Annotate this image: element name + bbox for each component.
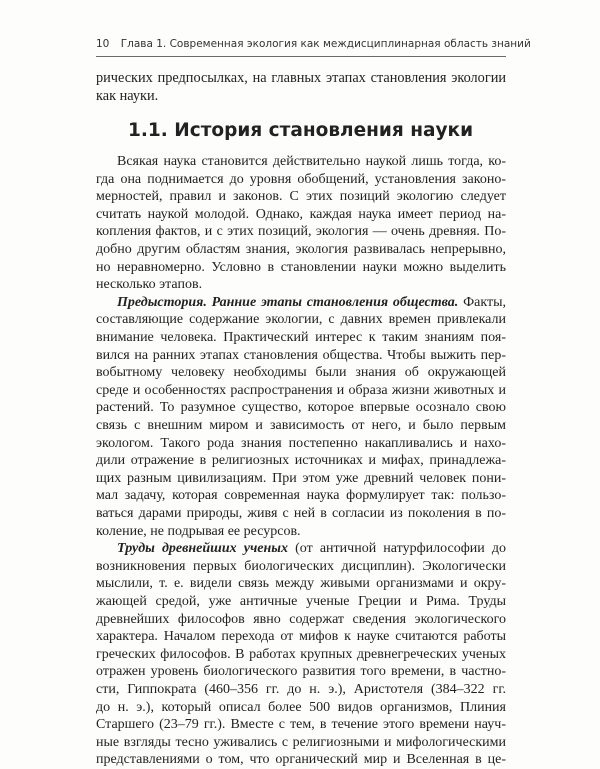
paragraph-line: вился на ранних этапах становления общества. Чтобы выжить пер- <box>96 347 506 363</box>
paragraph-line: внимание человека. Практический интерес к таким знаниям поя- <box>96 330 506 345</box>
running-header <box>96 38 531 50</box>
section-title: История становления науки <box>174 120 474 141</box>
intro-line: рических предпосылках, на главных этапах становления экологии <box>96 70 506 86</box>
paragraph-line: греческих философов. В работах крупных древнегреческих ученых <box>96 646 506 662</box>
paragraph-line: копления фактов, и с этих позиций, экология — очень древняя. По- <box>96 224 506 240</box>
paragraph-line: жающей средой, уже античные ученые Греции и Рима. Труды <box>96 594 506 609</box>
paragraph-line: ные взгляды тесно уживались с религиозными и мифологическими <box>96 734 506 750</box>
paragraph-line: вобытному человеку необходимы были знания об окружающей <box>96 365 506 381</box>
paragraph-line <box>117 294 506 312</box>
paragraph-line: среде и особенностях распространения и образа жизни животных и <box>96 382 506 398</box>
paragraph-line: связь с внешним миром и зависимость от него, и было первым <box>96 418 506 433</box>
paragraph-line: гда она поднимается до уровня обобщений, установления законо- <box>96 171 506 187</box>
paragraph-line: экологом. Такого рода знания постепенно накапливались и нахо- <box>96 435 506 451</box>
paragraph-line: но неравномерно. Условно в становлении науки можно выделить <box>96 259 506 275</box>
page-number: 10 <box>96 38 110 50</box>
paragraph-line: отражен уровень биологического развития того времени, в частно- <box>96 664 506 680</box>
paragraph-line: древнейших философов явно содержат сведения экологического <box>96 611 506 627</box>
paragraph-line: представлениями о том, что органический мир и Вселенная в це- <box>96 752 506 768</box>
paragraph-line: возникновения первых биологических дисциплин). Экологически <box>96 558 506 574</box>
paragraph-line: коление, не подрывая ее ресурсов. <box>96 523 301 539</box>
paragraph-line: мал задачу, которая современная наука формулирует так: пользо- <box>96 488 506 504</box>
paragraph-line: до н. э.), который описал более 500 видов организмов, Плиния <box>96 699 506 715</box>
paragraph-line: составляющие содержание экологии, с давних времен привлекали <box>96 312 506 328</box>
paragraph-text: Факты, <box>458 294 506 310</box>
paragraph-line: мерностей, правил и законов. С этих позиций экологию следует <box>96 189 506 205</box>
section-heading <box>128 120 473 141</box>
paragraph-line: ваться дарами природы, живя с ней в согласии из поколения в по- <box>96 506 506 521</box>
paragraph-line: растений. То разумное существо, которое впервые осознало свою <box>96 400 506 416</box>
intro-line: как науки. <box>96 88 159 104</box>
running-title: Глава 1. Современная экология как междисциплинарная область знаний <box>120 38 531 50</box>
run-in-heading: Труды древнейших ученых <box>117 541 288 557</box>
header-rule <box>96 56 506 57</box>
paragraph-line: дили отражение в религиозных источниках и мифах, принадлежа- <box>96 453 506 469</box>
run-in-heading: Предыстория. Ранние этапы становления общества. <box>117 294 459 310</box>
paragraph-line: Всякая наука становится действительно наукой лишь тогда, ко- <box>117 154 506 169</box>
paragraph-line: щих разным цивилизациям. При этом уже древний человек пони- <box>96 470 506 486</box>
paragraph-line: характера. Началом перехода от мифов к науке считаются работы <box>96 629 506 645</box>
paragraph-line <box>117 540 506 558</box>
paragraph-line: несколько этапов. <box>96 277 203 293</box>
paragraph-line: считать наукой молодой. Однако, каждая наука имеет период на- <box>96 206 506 222</box>
paragraph-line: Старшего (23–79 гг.). Вместе с тем, в течение этого времени науч- <box>96 717 506 733</box>
section-number: 1.1. <box>128 120 168 141</box>
paragraph-line: добно другим областям знания, экология развивалась непрерывно, <box>96 242 506 257</box>
paragraph-text: (от античной натурфилософии до <box>288 541 506 557</box>
paragraph-line: мыслили, т. е. видели связь между живыми организмами и окру- <box>96 576 506 592</box>
paragraph-line: сти, Гиппократа (460–356 гг. до н. э.), Аристотеля (384–322 гг. <box>96 682 506 697</box>
